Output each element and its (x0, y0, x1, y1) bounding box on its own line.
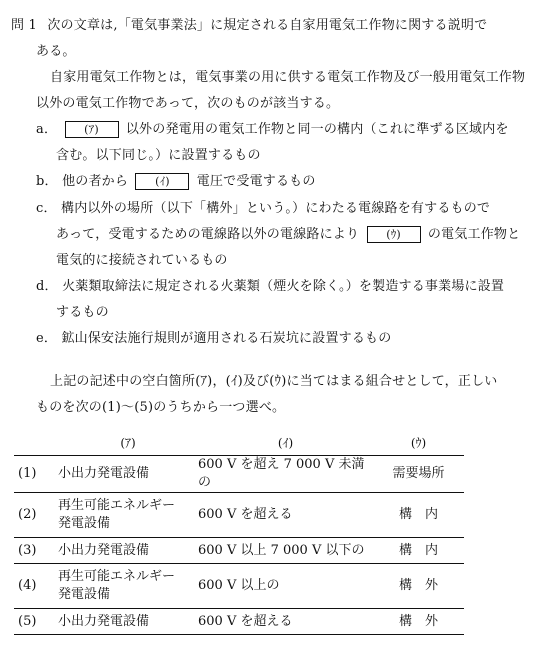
blank-c-box: (ｳ) (367, 226, 421, 243)
choice-a-line-2: 発電設備 (58, 587, 111, 602)
choice-a-line-1: 再生可能エネルギー (58, 498, 176, 513)
choice-number: (2) (18, 507, 37, 522)
choice-c: 構 外 (398, 578, 438, 593)
header-a: (ｱ) (120, 435, 136, 450)
blank-a-box: (ｱ) (65, 121, 119, 138)
item-d-line-2: するもの (56, 305, 109, 320)
choice-number: (4) (18, 578, 37, 593)
definition-line-2: 以外の電気工作物であって，次のものが該当する。 (36, 96, 340, 111)
item-d-text: 火薬類取締法に規定される火薬類（煙火を除く。）を製造する事業場に設置 (62, 279, 505, 294)
item-e-text: 鉱山保安法施行規則が適用される石炭坑に設置するもの (61, 331, 392, 346)
choice-c: 構 内 (398, 542, 438, 558)
item-c-text: 構内以外の場所（以下「構外」という。）にわたる電線路を有するもので (61, 201, 491, 216)
choice-c: 需要場所 (392, 466, 445, 481)
choice-row-3[interactable] (14, 538, 464, 564)
item-b-label: b． (36, 174, 58, 189)
item-c-post: の電気工作物と (427, 227, 521, 242)
blank-b-box: (ｲ) (135, 173, 189, 190)
choice-b: 600 V 以上 7 000 V 以下の (198, 542, 365, 558)
choice-a-line-1: 小出力発電設備 (58, 466, 150, 481)
choice-number: (5) (18, 613, 37, 629)
item-b-pre: 他の者から (62, 174, 129, 189)
item-a-text: 以外の発電用の電気工作物と同一の構内（これに準ずる区域内を (125, 122, 509, 137)
choice-number: (1) (18, 466, 37, 481)
choice-a (58, 609, 198, 635)
choice-row-5[interactable] (14, 609, 464, 635)
choice-b: 600 V 以上の (198, 578, 280, 593)
item-b-line (36, 173, 316, 191)
choice-row-1[interactable] (14, 456, 464, 493)
choice-b: 600 V を超える (198, 613, 293, 629)
choice-row-4[interactable] (14, 564, 464, 609)
choice-a (58, 538, 198, 564)
choice-a-line-1: 小出力発電設備 (58, 542, 150, 558)
item-c-label: c． (36, 201, 57, 216)
choice-a (58, 493, 198, 538)
item-e-label: e． (36, 331, 58, 346)
choice-a-line-1: 小出力発電設備 (58, 613, 150, 629)
header-c: (ｳ) (410, 435, 427, 450)
question-line-1 (11, 17, 487, 35)
question-line-2: ある。 (36, 44, 76, 59)
item-c-line-1 (36, 200, 490, 218)
item-a-line-2: 含む。以下同じ。）に設置するもの (56, 148, 261, 163)
table-header-row (14, 429, 464, 456)
item-d-line-1 (36, 278, 504, 296)
item-c-pre: あって，受電するための電線路以外の電線路により (56, 227, 360, 242)
choice-a-line-1: 再生可能エネルギー (58, 569, 176, 584)
choice-b: 600 V を超える (198, 507, 293, 522)
choice-row-2[interactable] (14, 493, 464, 538)
item-a-line-1 (36, 121, 509, 139)
choice-c: 構 内 (398, 507, 438, 522)
item-e-line (36, 330, 391, 348)
instruction-line-2: ものを次の(1)～(5)のうちから一つ選べ。 (36, 400, 286, 415)
choice-number: (3) (18, 542, 37, 558)
choice-c: 構 外 (398, 613, 438, 629)
header-num (14, 429, 58, 456)
question-label: 問 1 (11, 18, 38, 33)
answer-choices-table (14, 429, 464, 635)
instruction-line-1: 上記の記述中の空白箇所(ｱ)，(ｲ)及び(ｳ)に当てはまる組合せとして，正しい (50, 374, 498, 389)
choice-a-line-2: 発電設備 (58, 516, 111, 531)
item-d-label: d． (36, 279, 58, 294)
header-b: (ｲ) (277, 435, 294, 450)
item-a-label: a． (36, 122, 58, 137)
choice-a (58, 456, 198, 493)
definition-line-1: 自家用電気工作物とは，電気事業の用に供する電気工作物及び一般用電気工作物 (50, 70, 526, 85)
question-text: 次の文章は,「電気事業法」に規定される自家用電気工作物に関する説明で (47, 18, 488, 33)
choice-a (58, 564, 198, 609)
item-b-post: 電圧で受電するもの (196, 174, 316, 189)
choice-b: 600 V を超え 7 000 V 未満の (198, 457, 365, 490)
item-c-line-2 (56, 226, 520, 244)
item-c-line-3: 電気的に接続されているもの (56, 253, 228, 268)
